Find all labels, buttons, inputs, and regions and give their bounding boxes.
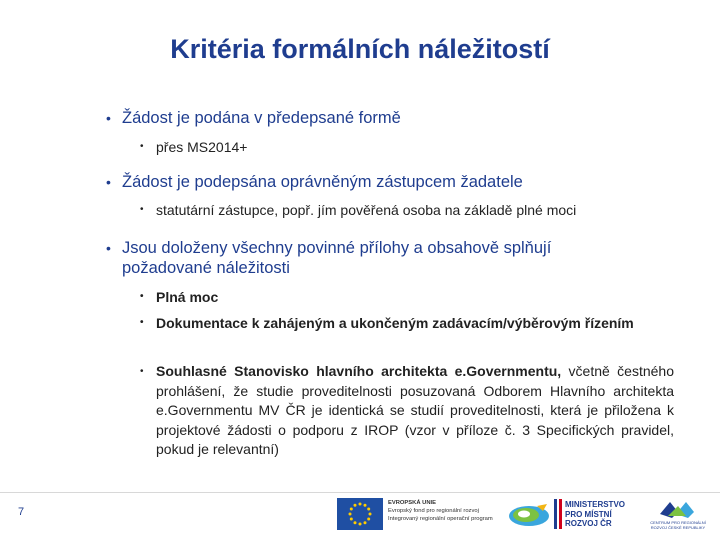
ministry-text [565,500,625,529]
sub-bullet-dot: • [140,204,144,215]
ministry-line-2: PRO MÍSTNÍ [565,509,612,519]
bullet-2 [106,172,523,192]
sub-bullet-dot: • [140,291,144,302]
bullet-1-text: Žádost je podána v předepsané formě [122,109,401,127]
crr-text: CENTRUM PRO REGIONÁLNÍ ROZVOJ ČESKÉ REPUBLIKY [650,520,706,530]
sub-bullet-dot: • [140,366,144,377]
bullet-dot: • [106,174,111,190]
eu-flag-icon [337,498,383,530]
bullet-dot: • [106,240,111,256]
bullet-3-text: Jsou doloženy všechny povinné přílohy a obsahově splňují požadované náležitosti [122,239,552,277]
bullet-2-text: Žádost je podepsána oprávněným zástupcem žadatele [122,173,523,191]
bullet-3 [106,238,616,278]
ministry-line-3: ROZVOJ ČR [565,519,612,528]
eu-text-line-3: Integrovaný regionální operační program [388,516,493,522]
sub-bullet-2-1 [140,201,576,219]
page-number: 7 [18,506,25,518]
bullet-dot: • [106,110,111,126]
sub-bullet-dot: • [140,317,144,328]
sub-bullet-3-3-bold: Souhlasné Stanovisko hlavního architekta e.Governmentu, [156,363,562,379]
sub-bullet-3-1 [140,288,660,306]
sub-bullet-3-2 [140,314,660,332]
eu-text-line-2: Evropský fond pro regionální rozvoj [388,508,479,514]
irop-logo-icon [507,502,551,528]
ministry-line-1: MINISTERSTVO [565,500,626,509]
ministry-logo-icon [554,499,563,529]
sub-bullet-3-3-rest: včetně čestného prohlášení, že studie proveditelnosti posuzovaná Odborem Hlavního architekta e.Governmentu MV ČR je identická se studií proveditelnosti, která je přiložena k projektové žádosti o podporu z IROP (vzor v příloze č. 3 Specifických pravidel, pokud je relevantní) [156,363,674,457]
sub-bullet-1-1 [140,138,247,156]
slide-title: Kritéria formálních náležitostí [170,34,550,64]
sub-bullet-3-2-text: Dokumentace k zahájeným a ukončeným zadávacím/výběrovým řízením [156,315,634,331]
footer-divider [0,492,720,493]
sub-bullet-3-3 [140,362,674,460]
eu-fund-text [388,499,498,523]
bullet-1 [106,108,401,128]
sub-bullet-3-1-text: Plná moc [156,289,219,305]
sub-bullet-1-1-text: přes MS2014+ [156,139,248,155]
sub-bullet-2-1-text: statutární zástupce, popř. jím pověřená osoba na základě plné moci [156,202,577,218]
eu-text-line-1: EVROPSKÁ UNIE [388,500,436,506]
sub-bullet-dot: • [140,141,144,152]
sub-bullet-3-3-text [140,362,674,460]
